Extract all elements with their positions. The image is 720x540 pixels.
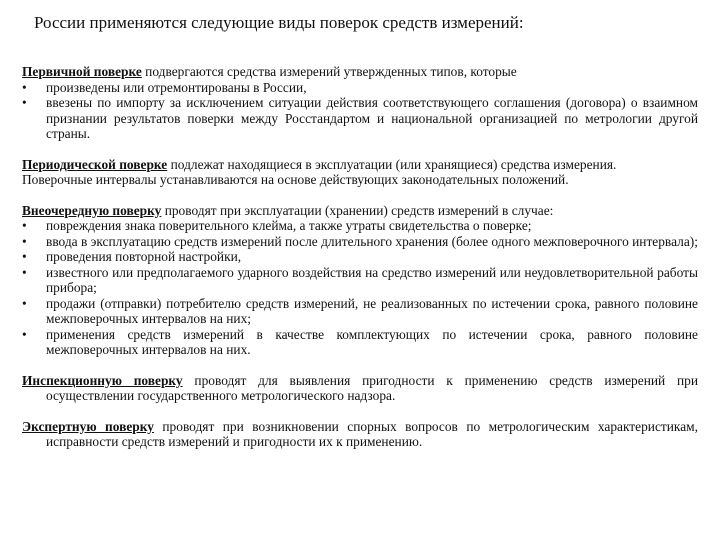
list-item [22, 234, 698, 250]
section-expert-verification [22, 419, 698, 450]
list-item-text: произведены или отремонтированы в России, [46, 79, 307, 95]
section-text: проводят для выявления пригодности к применению средств измерений при осуществлении государственного метрологического надзора. [46, 372, 698, 403]
bullet-icon: • [22, 326, 27, 342]
list-item [22, 265, 698, 296]
section-paragraph [22, 64, 698, 80]
section-extra-text: Поверочные интервалы устанавливаются на основе действующих законодательных положений. [22, 172, 569, 187]
bullet-icon: • [22, 295, 27, 311]
bullet-icon: • [22, 249, 27, 264]
slide-title: России применяются следующие виды поверок средств измерений: [34, 13, 524, 32]
bullet-icon: • [22, 218, 27, 233]
section-inspection-verification [22, 373, 698, 404]
bullet-list [22, 218, 698, 358]
slide-content [22, 64, 698, 465]
section-term: Экспертную поверку [22, 418, 154, 434]
section-paragraph [22, 419, 698, 450]
bullet-icon: • [22, 95, 27, 110]
section-term: Внеочередную поверку [22, 202, 162, 218]
section-term: Периодической поверке [22, 156, 168, 172]
section-term: Инспекционную поверку [22, 372, 183, 388]
section-text: проводят при возникновении спорных вопросов по метрологическим характеристикам, исправности средств измерений и пригодности их к применению. [46, 418, 698, 449]
list-item-text: ввезены по импорту за исключением ситуации действия соответствующего соглашения (договора) о взаимном признании результатов поверки между Росстандартом и национальной организацией по метрологии другой страны. [46, 95, 698, 141]
section-periodic-verification [22, 157, 698, 188]
list-item-text: повреждения знака поверительного клейма, а также утраты свидетельства о поверке; [46, 218, 532, 233]
list-item-text: продажи (отправки) потребителю средств измерений, не реализованных по истечении срока, равного половине межповерочных интервалов на них; [46, 295, 698, 326]
section-term: Первичной поверке [22, 64, 142, 79]
section-text: подвергаются средства измерений утвержденных типов, которые [141, 64, 517, 79]
section-extraordinary-verification [22, 203, 698, 358]
list-item [22, 80, 698, 96]
section-paragraph [22, 157, 698, 173]
bullet-list [22, 80, 698, 142]
section-primary-verification [22, 64, 698, 142]
list-item-text: применения средств измерений в качестве комплектующих по истечении срока, равного половине межповерочных интервалов на них. [46, 326, 698, 357]
list-item [22, 95, 698, 142]
bullet-icon: • [22, 79, 27, 95]
list-item [22, 249, 698, 265]
list-item [22, 218, 698, 234]
list-item [22, 296, 698, 327]
bullet-icon: • [22, 233, 27, 249]
list-item [22, 327, 698, 358]
list-item-text: проведения повторной настройки, [46, 249, 242, 264]
section-paragraph [22, 373, 698, 404]
section-text: проводят при эксплуатации (хранении) средств измерений в случае: [161, 202, 554, 218]
list-item-text: известного или предполагаемого ударного воздействия на средство измерений или неудовлетворительной работы прибора; [46, 264, 698, 295]
list-item-text: ввода в эксплуатацию средств измерений после длительного хранения (более одного межповерочного интервала); [46, 233, 698, 249]
section-paragraph [22, 203, 698, 219]
section-text: подлежат находящиеся в эксплуатации (или хранящиеся) средства измерения. [167, 156, 617, 172]
bullet-icon: • [22, 264, 27, 280]
